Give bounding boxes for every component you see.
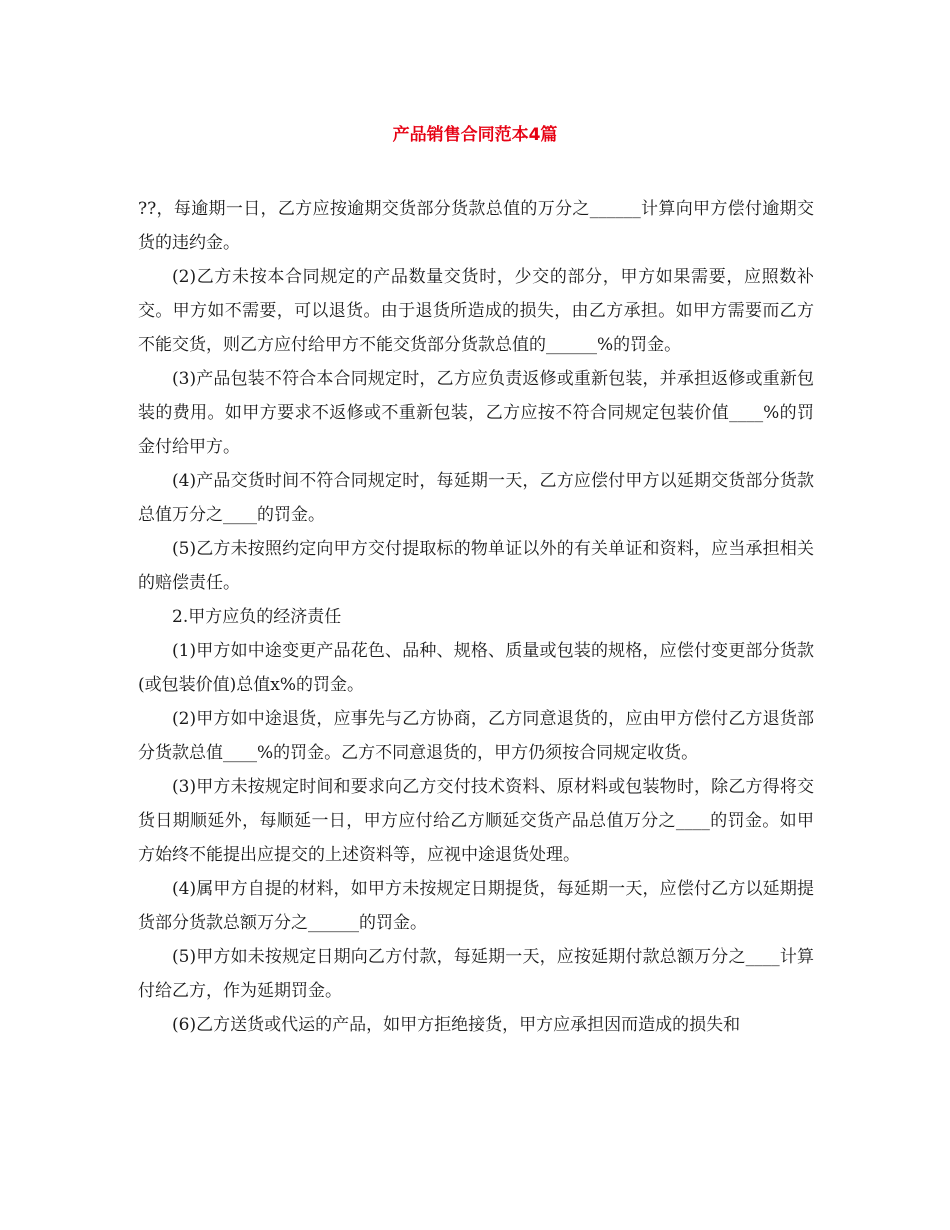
paragraph: (5)甲方如未按规定日期向乙方付款，每延期一天，应按延期付款总额万分之____计算付给乙方，作为延期罚金。 <box>138 947 814 1001</box>
paragraph: (4)属甲方自提的材料，如甲方未按规定日期提货，每延期一天，应偿付乙方以延期提货部分货款总额万分之______的罚金。 <box>138 879 814 933</box>
paragraph: (6)乙方送货或代运的产品，如甲方拒绝接货，甲方应承担因而造成的损失和 <box>172 1015 741 1035</box>
document-title: 产品销售合同范本4篇 <box>392 125 558 145</box>
paragraph: (2)乙方未按本合同规定的产品数量交货时，少交的部分，甲方如果需要，应照数补交。甲方如不需要，可以退货。由于退货所造成的损失，由乙方承担。如甲方需要而乙方不能交货，则乙方应付给甲方不能交货部分货款总值的______%的罚金。 <box>138 267 814 355</box>
paragraph: (3)甲方未按规定时间和要求向乙方交付技术资料、原材料或包装物时，除乙方得将交货日期顺延外，每顺延一日，甲方应付给乙方顺延交货产品总值万分之____的罚金。如甲方始终不能提出应提交的上述资料等，应视中途退货处理。 <box>138 777 814 865</box>
paragraph: (3)产品包装不符合本合同规定时，乙方应负责返修或重新包装，并承担返修或重新包装的费用。如甲方要求不返修或不重新包装，乙方应按不符合同规定包装价值____%的罚金付给甲方。 <box>138 369 814 457</box>
paragraph: (2)甲方如中途退货，应事先与乙方协商，乙方同意退货的，应由甲方偿付乙方退货部分货款总值____%的罚金。乙方不同意退货的，甲方仍须按合同规定收货。 <box>138 709 814 763</box>
paragraph: 2.甲方应负的经济责任 <box>172 607 342 627</box>
paragraph: (5)乙方未按照约定向甲方交付提取标的物单证以外的有关单证和资料，应当承担相关的赔偿责任。 <box>138 539 814 593</box>
document-body <box>138 192 814 1042</box>
paragraph: ??，每逾期一日，乙方应按逾期交货部分货款总值的万分之______计算向甲方偿付逾期交货的违约金。 <box>138 199 814 253</box>
paragraph: (4)产品交货时间不符合同规定时，每延期一天，乙方应偿付甲方以延期交货部分货款总值万分之____的罚金。 <box>138 471 814 525</box>
paragraph: (1)甲方如中途变更产品花色、品种、规格、质量或包装的规格，应偿付变更部分货款(或包装价值)总值x%的罚金。 <box>138 641 814 695</box>
